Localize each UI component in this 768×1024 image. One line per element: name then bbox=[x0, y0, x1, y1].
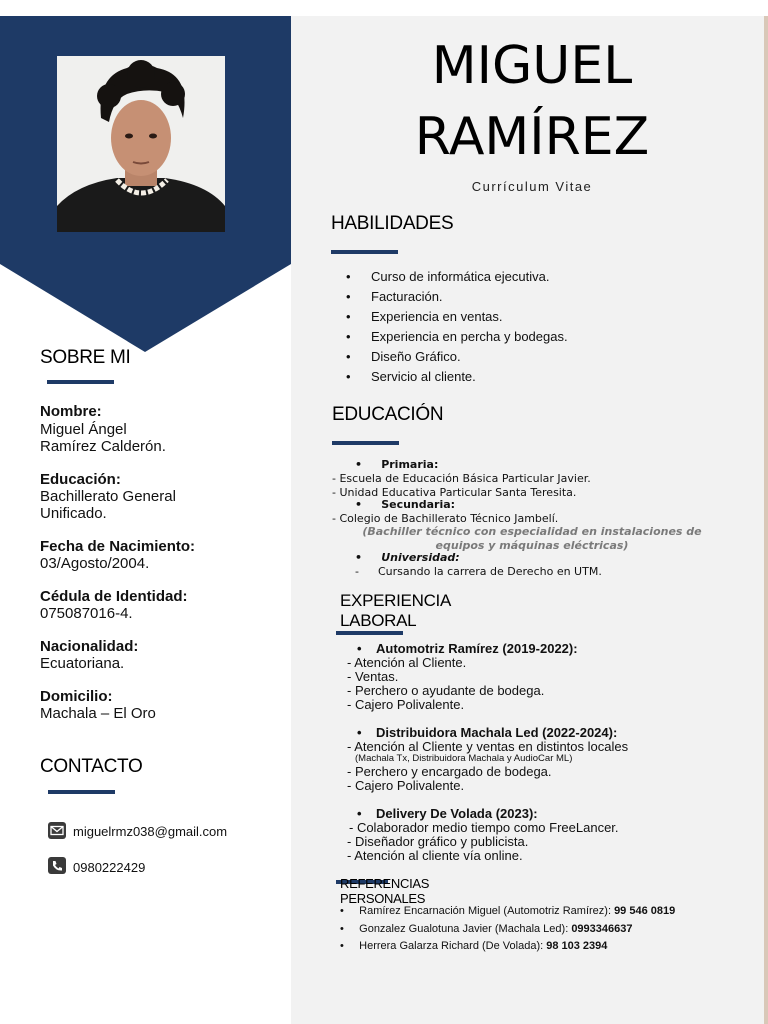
job-1-task: - Atención al Cliente. bbox=[347, 655, 467, 670]
sobre-mi-title: SOBRE MI bbox=[40, 347, 131, 368]
habilidades-list bbox=[346, 268, 568, 388]
sobre-mi-underline bbox=[47, 380, 114, 384]
habilidad-item: • Servicio al cliente. bbox=[346, 368, 568, 388]
secundaria-label: • Secundaria: bbox=[355, 498, 456, 511]
job-1-task: - Ventas. bbox=[347, 669, 399, 684]
experiencia-title-line1: EXPERIENCIA bbox=[340, 591, 452, 610]
nombre-label: Nombre: bbox=[40, 403, 102, 420]
experiencia-title-line2: LABORAL bbox=[340, 611, 417, 630]
last-name: RAMÍREZ bbox=[414, 107, 650, 167]
nombre-value-line1: Miguel Ángel bbox=[40, 421, 127, 438]
nacionalidad-value: Ecuatoriana. bbox=[40, 655, 125, 672]
habilidad-item: • Facturación. bbox=[346, 288, 568, 308]
job-3-task: - Diseñador gráfico y publicista. bbox=[347, 834, 529, 849]
habilidad-item: • Experiencia en percha y bodegas. bbox=[346, 328, 568, 348]
educacion-label: Educación: bbox=[40, 471, 121, 488]
job-2-task: - Perchero y encargado de bodega. bbox=[347, 764, 552, 779]
cedula-value: 075087016-4. bbox=[40, 605, 133, 622]
job-3-task: - Atención al cliente vía online. bbox=[347, 848, 523, 863]
primaria-label: • Primaria: bbox=[355, 458, 439, 471]
universidad-label: • Universidad: bbox=[355, 551, 460, 564]
habilidad-item: • Curso de informática ejecutiva. bbox=[346, 268, 568, 288]
right-edge-stripe bbox=[764, 16, 768, 1024]
contacto-title: CONTACTO bbox=[40, 756, 143, 777]
secundaria-note-line2: equipos y máquinas eléctricas) bbox=[435, 539, 629, 552]
habilidades-title: HABILIDADES bbox=[331, 213, 454, 234]
job-2-note: (Machala Tx, Distribuidora Machala y AudioCar ML) bbox=[355, 753, 573, 764]
job-1-task: - Cajero Polivalente. bbox=[347, 697, 465, 712]
mail-icon bbox=[48, 822, 66, 839]
referencia-item: • Gonzalez Gualotuna Javier (Machala Led): 0993346637 bbox=[340, 923, 633, 935]
referencia-item: • Herrera Galarza Richard (De Volada): 98 103 2394 bbox=[340, 940, 608, 952]
email-link[interactable]: miguelrmz038@gmail.com bbox=[73, 824, 228, 839]
job-2-title: • Distribuidora Machala Led (2022-2024): bbox=[357, 725, 618, 740]
domicilio-value: Machala – El Oro bbox=[40, 705, 156, 722]
job-3-title: • Delivery De Volada (2023): bbox=[357, 806, 538, 821]
educacion-underline bbox=[332, 441, 399, 445]
educacion-value-line1: Bachillerato General bbox=[40, 488, 176, 505]
referencias-title-line2: PERSONALES bbox=[340, 891, 426, 906]
referencias-title-line1: REFERENCIAS bbox=[340, 876, 430, 891]
nombre-value-line2: Ramírez Calderón. bbox=[40, 438, 166, 455]
job-1-task: - Perchero o ayudante de bodega. bbox=[347, 683, 545, 698]
nacionalidad-label: Nacionalidad: bbox=[40, 638, 139, 655]
educacion-value-line2: Unificado. bbox=[40, 505, 107, 522]
primaria-school-1: - Escuela de Educación Básica Particular Javier. bbox=[332, 472, 591, 485]
cv-subtitle: Currículum Vitae bbox=[471, 179, 593, 194]
referencia-item: • Ramírez Encarnación Miguel (Automotriz Ramírez): 99 546 0819 bbox=[340, 905, 676, 917]
job-2-task: - Atención al Cliente y ventas en distintos locales bbox=[347, 739, 629, 754]
habilidad-item: • Diseño Gráfico. bbox=[346, 348, 568, 368]
experiencia-underline bbox=[336, 631, 403, 635]
secundaria-note-line1: (Bachiller técnico con especialidad en instalaciones de bbox=[362, 525, 702, 538]
primaria-school-2: - Unidad Educativa Particular Santa Teresita. bbox=[332, 486, 577, 499]
habilidades-underline bbox=[331, 250, 398, 254]
fecha-nacimiento-label: Fecha de Nacimiento: bbox=[40, 538, 196, 555]
job-1-title: • Automotriz Ramírez (2019-2022): bbox=[357, 641, 578, 656]
universidad-dash: - bbox=[355, 565, 359, 578]
fecha-nacimiento-value: 03/Agosto/2004. bbox=[40, 555, 150, 572]
job-3-task: - Colaborador medio tiempo como FreeLancer. bbox=[349, 820, 619, 835]
contacto-underline bbox=[48, 790, 115, 794]
habilidad-item: • Experiencia en ventas. bbox=[346, 308, 568, 328]
phone-text[interactable]: 0980222429 bbox=[73, 860, 146, 875]
secundaria-school: - Colegio de Bachillerato Técnico Jambelí. bbox=[332, 512, 559, 525]
universidad-item: Cursando la carrera de Derecho en UTM. bbox=[378, 565, 602, 578]
first-name: MIGUEL bbox=[431, 36, 633, 96]
phone-icon bbox=[48, 857, 66, 874]
profile-photo bbox=[57, 56, 225, 232]
cedula-label: Cédula de Identidad: bbox=[40, 588, 188, 605]
job-2-task: - Cajero Polivalente. bbox=[347, 778, 465, 793]
educacion-title: EDUCACIÓN bbox=[332, 404, 444, 425]
domicilio-label: Domicilio: bbox=[40, 688, 113, 705]
